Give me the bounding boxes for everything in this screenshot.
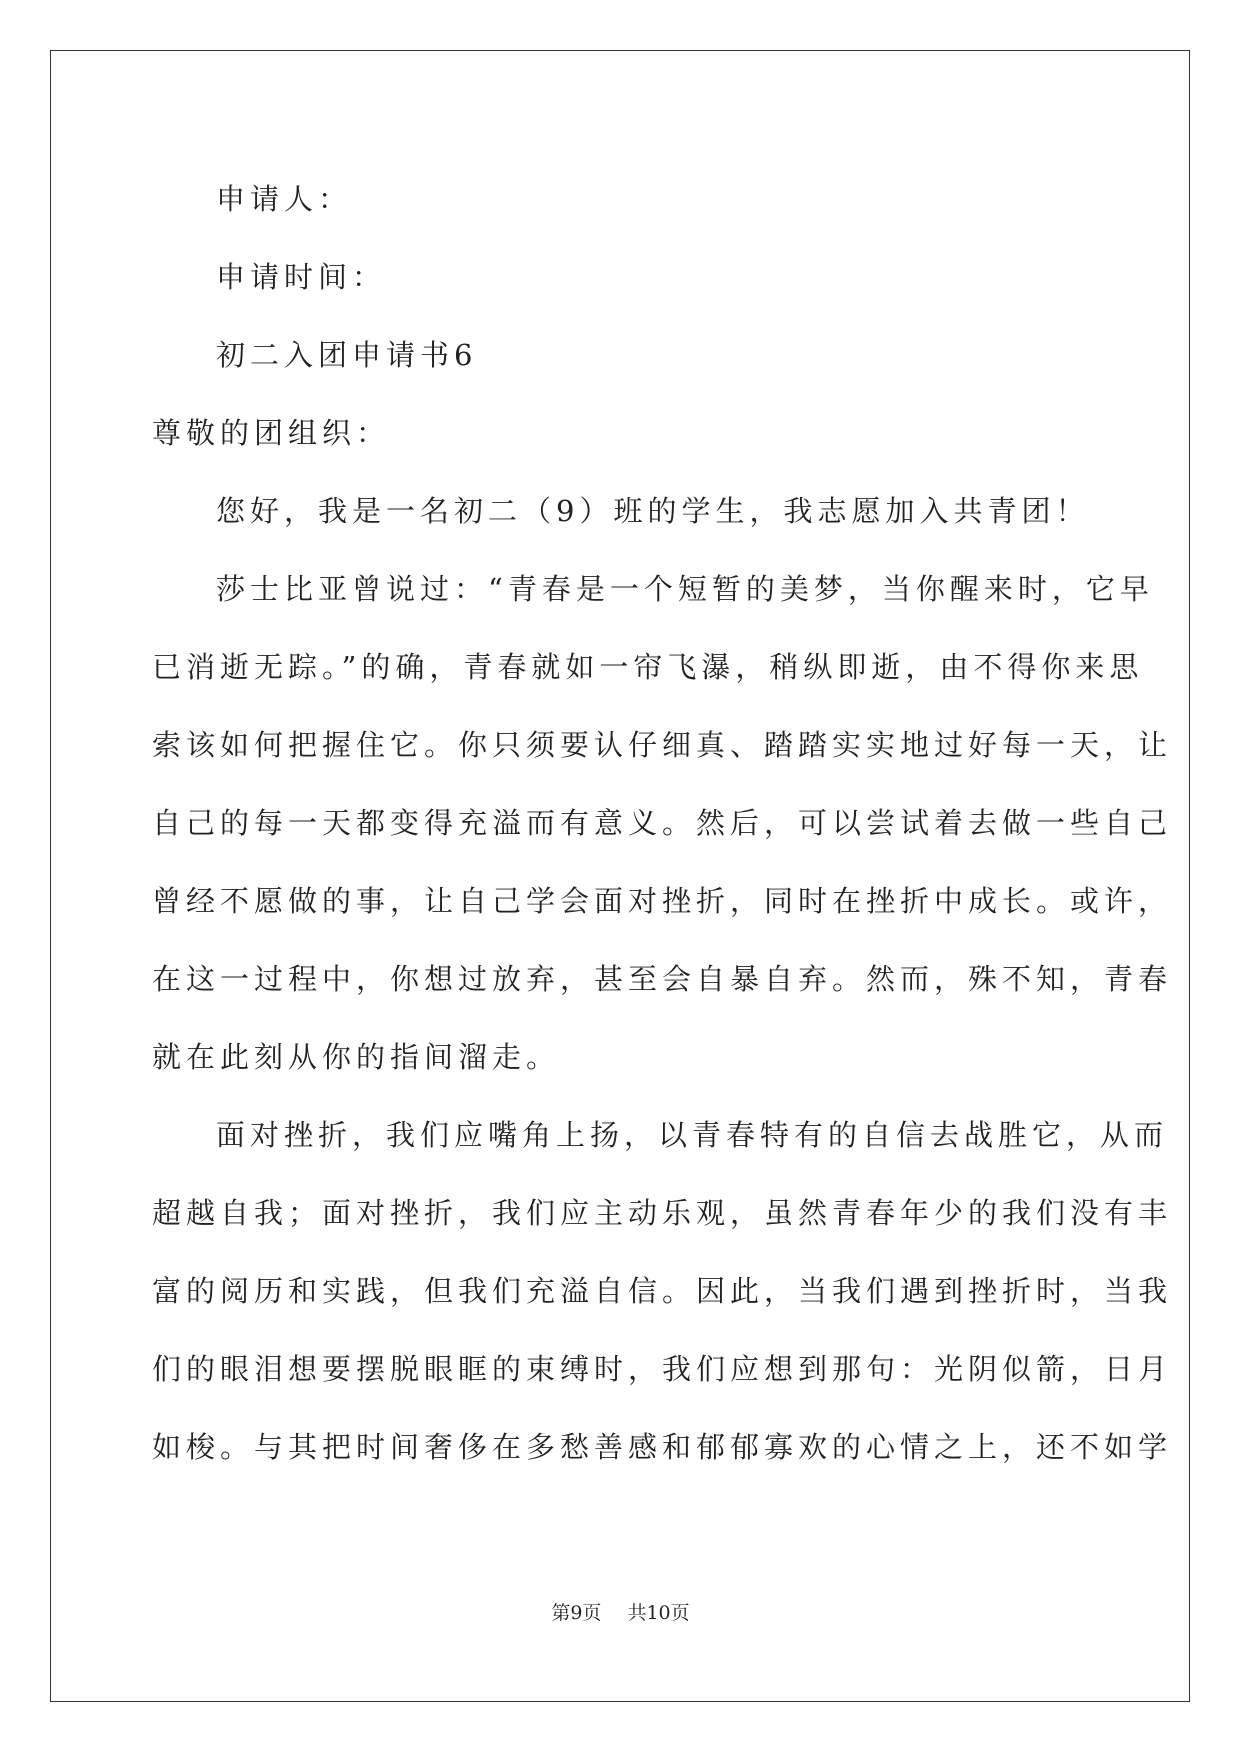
paragraph-line: 莎士比亚曾说过：“青春是一个短暂的美梦，当你醒来时，它早: [216, 572, 1154, 606]
document-body: [152, 160, 1173, 1486]
paragraph-line: 已消逝无踪。”的确，青春就如一帘飞瀑，稍纵即逝，由不得你来思: [152, 650, 1144, 684]
salutation: 尊敬的团组织：: [152, 416, 391, 450]
paragraph-line: 索该如何把握住它。你只须要认仔细真、踏踏实实地过好每一天，让: [152, 728, 1173, 762]
paragraph-line: 就在此刻从你的指间溜走。: [152, 1040, 561, 1074]
paragraph-line: 曾经不愿做的事，让自己学会面对挫折，同时在挫折中成长。或许，: [152, 884, 1173, 918]
paragraph-line: 超越自我；面对挫折，我们应主动乐观，虽然青春年少的我们没有丰: [152, 1196, 1173, 1230]
page-number: 第9页: [551, 1602, 602, 1624]
paragraph-1: [152, 550, 1173, 1096]
paragraph-line: 在这一过程中，你想过放弃，甚至会自暴自弃。然而，殊不知，青春: [152, 962, 1173, 996]
page-footer: [0, 1598, 1241, 1625]
apply-date-line: 申请时间：: [216, 260, 387, 294]
greeting-line: 您好，我是一名初二（9）班的学生，我志愿加入共青团！: [216, 494, 1090, 528]
total-pages: 共10页: [627, 1602, 690, 1624]
paragraph-line: 们的眼泪想要摆脱眼眶的束缚时，我们应想到那句：光阴似箭，日月: [152, 1352, 1173, 1386]
applicant-line: 申请人：: [216, 182, 353, 216]
paragraph-line: 面对挫折，我们应嘴角上扬，以青春特有的自信去战胜它，从而: [216, 1118, 1169, 1152]
section-title: 初二入团申请书6: [216, 338, 478, 372]
paragraph-line: 如梭。与其把时间奢侈在多愁善感和郁郁寡欢的心情之上，还不如学: [152, 1430, 1173, 1464]
paragraph-2: [152, 1096, 1173, 1486]
paragraph-line: 自己的每一天都变得充溢而有意义。然后，可以尝试着去做一些自己: [152, 806, 1173, 840]
paragraph-line: 富的阅历和实践，但我们充溢自信。因此，当我们遇到挫折时，当我: [152, 1274, 1173, 1308]
